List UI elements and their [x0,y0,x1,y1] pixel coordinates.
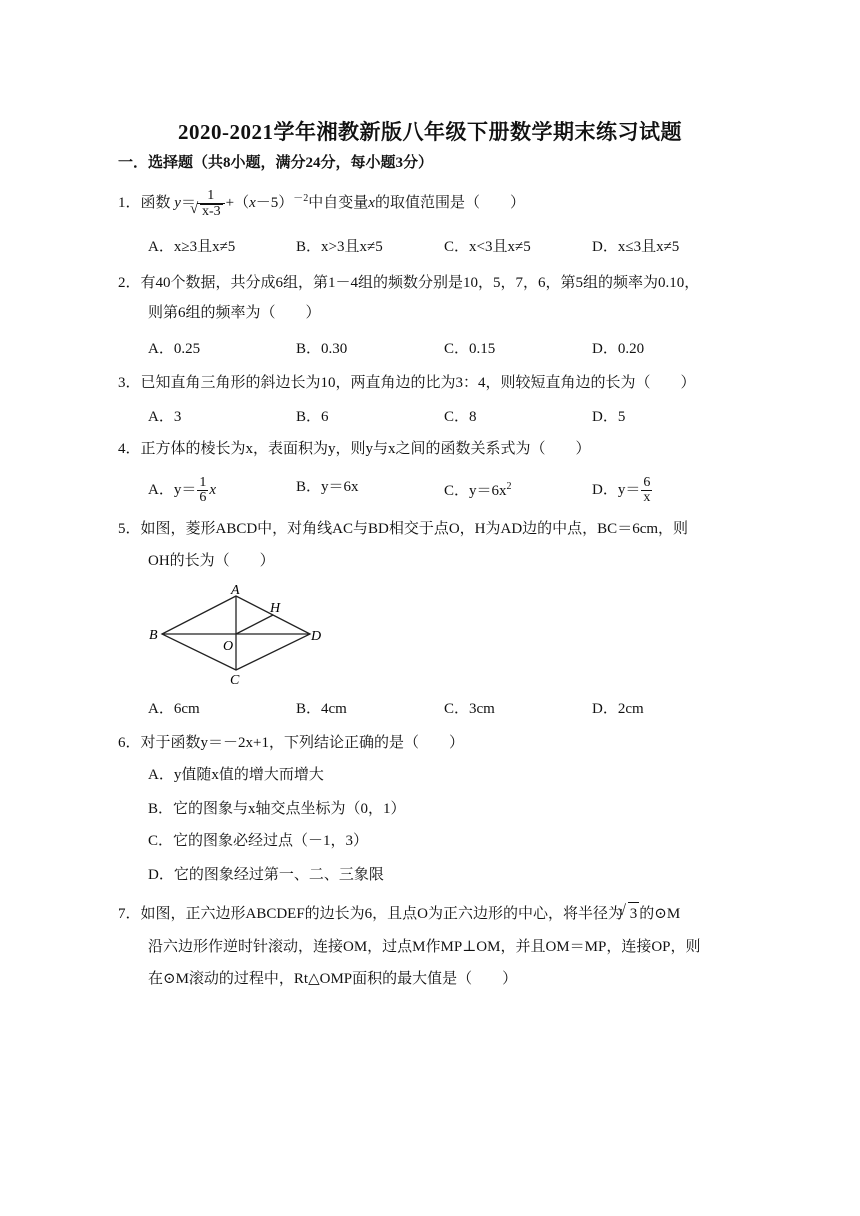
q1-option-b: B．x>3且x≠5 [296,239,383,255]
q5-option-d: D．2cm [592,701,644,717]
q5-option-a: A．6cm [148,701,200,717]
q1-prefix: 1．函数 [118,195,175,211]
q4-option-d-prefix: D．y＝ [592,481,641,498]
q2-line-2: 则第6组的频率为（ ） [148,305,321,321]
q4-option-d-fraction [641,476,652,505]
label-o: O [223,639,234,654]
q1-middle: +（ [225,195,250,211]
q3-option-b: B．6 [296,409,329,425]
q2-option-c: C．0.15 [444,341,496,357]
rhombus-figure [146,582,326,690]
q6-option-d: D．它的图象经过第一、二、三象限 [148,867,384,883]
q4-option-a-var: x [209,481,217,498]
label-a: A [231,583,240,598]
q3-line-1: 3．已知直角三角形的斜边长为10，两直角边的比为3：4，则较短直角边的长为（ ） [118,375,696,391]
q1-var-x2: x [368,195,375,211]
segment-oh [236,615,273,634]
q1-post: 中自变量 [308,195,369,211]
q4-option-a-fraction [197,476,208,505]
q6-option-c: C．它的图象必经过点（－1，3） [148,833,369,849]
q1-var-y: y [174,195,181,211]
q3-option-a: A．3 [148,409,182,425]
q1-fraction [197,189,225,219]
q2-option-b: B．0.30 [296,341,348,357]
q7-line-1 [118,902,680,925]
q4-line-1: 4．正方体的棱长为x，表面积为y，则y与x之间的函数关系式为（ ） [118,441,591,457]
q4-option-a-den: 6 [199,490,207,505]
q4-option-d-den: x [643,490,651,505]
label-d: D [311,629,322,644]
q1-option-d: D．x≤3且x≠5 [592,239,680,255]
q1-equals: ＝ [180,195,196,211]
label-b: B [149,628,158,643]
q1-var-x: x [249,195,256,211]
q1-frac-den: √ x-3 [200,204,223,219]
q2-option-d: D．0.20 [592,341,645,357]
q3-option-d: D．5 [592,409,626,425]
q4-option-b: B．y＝6x [296,479,359,495]
q7-line-1-prefix: 7．如图，正六边形ABCDEF的边长为6，且点O为正六边形的中心，将半径为 [118,906,624,922]
q4-option-a-num: 1 [199,475,207,490]
q3-option-c: C．8 [444,409,477,425]
q2-line-1: 2．有40个数据，共分成6组，第1－4组的频数分别是10，5，7，6，第5组的频率为0.10， [118,275,700,291]
q4-option-c-exp: 2 [506,481,512,492]
q5-option-b: B．4cm [296,701,347,717]
q1-option-a: A．x≥3且x≠5 [148,239,236,255]
q4-option-c-text: C．y＝6x [444,483,507,499]
q7-sqrt: √ 3 [628,902,640,925]
q5-line-2: OH的长为（ ） [148,553,275,569]
q6-line-1: 6．对于函数y＝－2x+1，下列结论正确的是（ ） [118,735,464,751]
q5-line-1: 5．如图，菱形ABCD中，对角线AC与BD相交于点O，H为AD边的中点，BC＝6cm，则 [118,521,689,537]
label-c: C [230,673,240,688]
q4-option-d-num: 6 [643,475,651,490]
q1-frac-num: 1 [197,189,225,204]
q1-middle2: －5） [255,195,294,211]
q1-option-c: C．x<3且x≠5 [444,239,531,255]
q6-option-b: B．它的图象与x轴交点坐标为（0，1） [148,801,406,817]
label-h: H [270,601,281,616]
q4-option-d [592,476,653,505]
q2-option-a: A．0.25 [148,341,201,357]
page-title: 2020-2021学年湘教新版八年级下册数学期末练习试题 [178,120,682,144]
q7-line-3: 在⊙M滚动的过程中，Rt△OMP面积的最大值是（ ） [148,971,518,987]
question-1 [118,188,525,219]
q1-post2: 的取值范围是（ ） [374,195,525,211]
q7-line-1-post: 的⊙M [639,906,681,922]
section-heading: 一．选择题（共8小题，满分24分，每小题3分） [118,155,434,171]
q4-option-a [148,476,216,505]
q4-option-c [444,476,512,502]
q4-option-a-prefix: A．y＝ [148,481,197,498]
q1-exponent: －2 [293,193,309,204]
q6-option-a: A．y值随x值的增大而增大 [148,767,324,783]
q5-option-c: C．3cm [444,701,495,717]
q7-line-2: 沿六边形作逆时针滚动，连接OM，过点M作MP⊥OM，并且OM＝MP，连接OP，则 [148,939,701,955]
